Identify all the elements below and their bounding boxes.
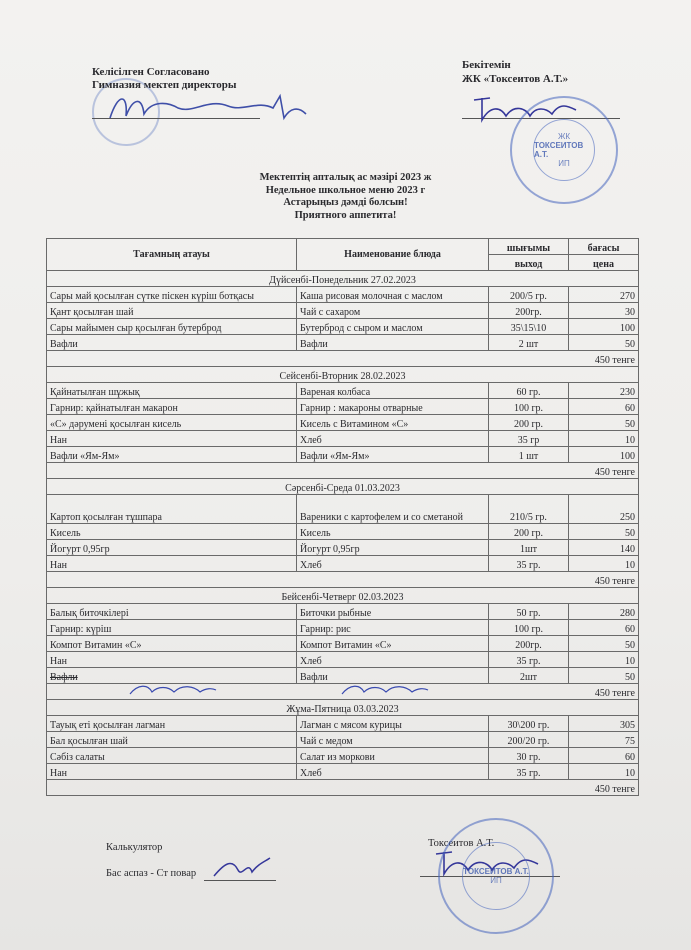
day-total-wednesday: 450 тенге bbox=[47, 572, 639, 588]
dish-kz: Бал қосылған шай bbox=[47, 732, 297, 748]
dish-price: 280 bbox=[569, 604, 639, 620]
dish-kz: Йогурт 0,95гр bbox=[47, 540, 297, 556]
dish-output: 2шт bbox=[489, 668, 569, 684]
menu-table bbox=[46, 238, 639, 796]
table-row bbox=[47, 620, 639, 636]
dish-price: 10 bbox=[569, 764, 639, 780]
calculator-label: Калькулятор bbox=[106, 842, 163, 853]
table-row bbox=[47, 495, 639, 524]
dish-price: 60 bbox=[569, 399, 639, 415]
chef-label: Бас аспаз - Ст повар bbox=[106, 868, 197, 879]
dish-kz: Компот Витамин «С» bbox=[47, 636, 297, 652]
stamp-top-name: ТОКСЕИТОВ А.Т. bbox=[534, 141, 584, 159]
day-total-tuesday: 450 тенге bbox=[47, 463, 639, 479]
dish-price: 50 bbox=[569, 524, 639, 540]
table-row bbox=[47, 636, 639, 652]
dish-ru: Чай с сахаром bbox=[297, 303, 489, 319]
dish-price: 250 bbox=[569, 495, 639, 524]
dish-output: 30\200 гр. bbox=[489, 716, 569, 732]
dish-ru: Вареная колбаса bbox=[297, 383, 489, 399]
dish-output: 50 гр. bbox=[489, 604, 569, 620]
dish-kz: Сары май қосылған сүтке піскен күріш ботқасы bbox=[47, 287, 297, 303]
dish-kz: Нан bbox=[47, 431, 297, 447]
dish-ru: Вафли bbox=[297, 668, 489, 684]
dish-ru: Салат из моркови bbox=[297, 748, 489, 764]
day-header-friday: Жұма-Пятница 03.03.2023 bbox=[47, 700, 639, 716]
dish-output: 200 гр. bbox=[489, 415, 569, 431]
dish-ru: Чай с медом bbox=[297, 732, 489, 748]
dish-price: 50 bbox=[569, 335, 639, 351]
dish-kz: Қант қосылған шай bbox=[47, 303, 297, 319]
menu-title bbox=[0, 172, 691, 222]
dish-output: 60 гр. bbox=[489, 383, 569, 399]
dish-output: 35 гр. bbox=[489, 556, 569, 572]
col-header-out-kz: шығымы bbox=[489, 239, 569, 255]
dish-ru: Хлеб bbox=[297, 652, 489, 668]
dish-kz: Кисель bbox=[47, 524, 297, 540]
day-total-monday: 450 тенге bbox=[47, 351, 639, 367]
dish-price: 270 bbox=[569, 287, 639, 303]
dish-ru: Бутерброд с сыром и маслом bbox=[297, 319, 489, 335]
dish-ru: Каша рисовая молочная с маслом bbox=[297, 287, 489, 303]
dish-ru: Хлеб bbox=[297, 431, 489, 447]
dish-kz: Картоп қосылған тұшпара bbox=[47, 495, 297, 524]
table-row bbox=[47, 287, 639, 303]
dish-output: 200гр. bbox=[489, 636, 569, 652]
dish-kz: Вафли bbox=[47, 668, 297, 684]
dish-output: 35 гр. bbox=[489, 764, 569, 780]
day-header-wednesday: Сәрсенбі-Среда 01.03.2023 bbox=[47, 479, 639, 495]
col-header-price-kz: бағасы bbox=[569, 239, 639, 255]
stamp-bottom-sub: ИП bbox=[490, 876, 502, 885]
dish-ru: Вареники с картофелем и со сметаной bbox=[297, 495, 489, 524]
title-line1: Мектептің апталық ас мәзірі 2023 ж bbox=[259, 172, 432, 183]
dish-price: 60 bbox=[569, 620, 639, 636]
dish-kz: Гарнир: қайнатылған макарон bbox=[47, 399, 297, 415]
dish-price: 50 bbox=[569, 415, 639, 431]
dish-ru: Компот Витамин «С» bbox=[297, 636, 489, 652]
dish-kz: Вафли «Ям-Ям» bbox=[47, 447, 297, 463]
approval-right-line1: Бекітемін bbox=[462, 59, 511, 71]
dish-price: 50 bbox=[569, 636, 639, 652]
dish-ru: Вафли «Ям-Ям» bbox=[297, 447, 489, 463]
approval-left-line1: Келісілген Согласовано bbox=[92, 66, 210, 78]
stamp-top-sub2: ЖК bbox=[557, 132, 571, 141]
col-header-ru: Наименование блюда bbox=[297, 239, 489, 271]
dish-ru: Кисель bbox=[297, 524, 489, 540]
day-header-monday: Дүйсенбі-Понедельник 27.02.2023 bbox=[47, 271, 639, 287]
dish-ru: Хлеб bbox=[297, 556, 489, 572]
table-row bbox=[47, 540, 639, 556]
dish-output: 2 шт bbox=[489, 335, 569, 351]
dish-ru: Кисель с Витамином «С» bbox=[297, 415, 489, 431]
table-row bbox=[47, 399, 639, 415]
col-header-kz: Тағамның атауы bbox=[47, 239, 297, 271]
day-total-thursday: 450 тенге bbox=[47, 684, 639, 700]
dish-output: 1шт bbox=[489, 540, 569, 556]
dish-ru: Гарнир : макароны отварные bbox=[297, 399, 489, 415]
table-row bbox=[47, 319, 639, 335]
title-line3: Астарыңыз дәмді болсын! bbox=[283, 197, 408, 208]
dish-price: 10 bbox=[569, 652, 639, 668]
dish-output: 100 гр. bbox=[489, 620, 569, 636]
dish-output: 200/20 гр. bbox=[489, 732, 569, 748]
day-header-thursday: Бейсенбі-Четверг 02.03.2023 bbox=[47, 588, 639, 604]
entrepreneur-stamp-bottom bbox=[438, 818, 554, 934]
dish-kz: «С» дәрумені қосылған кисель bbox=[47, 415, 297, 431]
dish-output: 210/5 гр. bbox=[489, 495, 569, 524]
director-signature-icon bbox=[108, 88, 308, 128]
table-row bbox=[47, 652, 639, 668]
approval-right-line2: ЖК «Токсеитов А.Т.» bbox=[462, 73, 569, 85]
dish-price: 10 bbox=[569, 431, 639, 447]
approval-left-line2: Гимназия мектеп директоры bbox=[92, 79, 237, 91]
day-total-friday: 450 тенге bbox=[47, 780, 639, 796]
table-row bbox=[47, 335, 639, 351]
table-row bbox=[47, 556, 639, 572]
dish-price: 140 bbox=[569, 540, 639, 556]
dish-ru: Хлеб bbox=[297, 764, 489, 780]
table-row bbox=[47, 415, 639, 431]
table-row bbox=[47, 447, 639, 463]
stamp-top-sub: ИП bbox=[558, 159, 570, 168]
dish-kz: Вафли bbox=[47, 335, 297, 351]
dish-ru: Биточки рыбные bbox=[297, 604, 489, 620]
stamp-bottom-name: ТОКСЕИТОВ А.Т. bbox=[463, 867, 529, 876]
handwritten-initials-icon bbox=[128, 682, 218, 698]
dish-ru: Гарнир: рис bbox=[297, 620, 489, 636]
title-line2: Недельное школьное меню 2023 г bbox=[265, 184, 426, 196]
title-line4: Приятного аппетита! bbox=[294, 209, 397, 221]
dish-price: 100 bbox=[569, 447, 639, 463]
dish-output: 200/5 гр. bbox=[489, 287, 569, 303]
signer-name: Токсеитов А.Т. bbox=[428, 838, 495, 849]
dish-ru: Лагман с мясом курицы bbox=[297, 716, 489, 732]
dish-output: 200 гр. bbox=[489, 524, 569, 540]
dish-output: 200гр. bbox=[489, 303, 569, 319]
dish-kz: Қайнатылған шұжық bbox=[47, 383, 297, 399]
dish-kz: Нан bbox=[47, 556, 297, 572]
table-row bbox=[47, 748, 639, 764]
dish-kz: Гарнир: күріш bbox=[47, 620, 297, 636]
dish-output: 35\15\10 bbox=[489, 319, 569, 335]
dish-output: 35 гр bbox=[489, 431, 569, 447]
dish-price: 30 bbox=[569, 303, 639, 319]
dish-kz: Нан bbox=[47, 652, 297, 668]
dish-output: 1 шт bbox=[489, 447, 569, 463]
chef-signature-icon bbox=[212, 854, 272, 882]
dish-kz: Сары майымен сыр қосылған бутерброд bbox=[47, 319, 297, 335]
dish-output: 100 гр. bbox=[489, 399, 569, 415]
dish-price: 60 bbox=[569, 748, 639, 764]
dish-price: 305 bbox=[569, 716, 639, 732]
dish-kz: Тауық еті қосылған лагман bbox=[47, 716, 297, 732]
table-row bbox=[47, 764, 639, 780]
col-header-price-ru: цена bbox=[569, 255, 639, 271]
day-header-tuesday: Сейсенбі-Вторник 28.02.2023 bbox=[47, 367, 639, 383]
dish-price: 100 bbox=[569, 319, 639, 335]
dish-output: 35 гр. bbox=[489, 652, 569, 668]
dish-kz: Сәбіз салаты bbox=[47, 748, 297, 764]
table-row bbox=[47, 716, 639, 732]
dish-price: 50 bbox=[569, 668, 639, 684]
dish-price: 230 bbox=[569, 383, 639, 399]
handwritten-initials-icon-2 bbox=[340, 682, 430, 698]
dish-price: 10 bbox=[569, 556, 639, 572]
dish-kz: Балық биточкілері bbox=[47, 604, 297, 620]
table-row bbox=[47, 604, 639, 620]
col-header-out-ru: выход bbox=[489, 255, 569, 271]
dish-ru: Йогурт 0,95гр bbox=[297, 540, 489, 556]
dish-output: 30 гр. bbox=[489, 748, 569, 764]
dish-kz: Нан bbox=[47, 764, 297, 780]
table-row bbox=[47, 431, 639, 447]
table-row bbox=[47, 383, 639, 399]
table-row bbox=[47, 732, 639, 748]
dish-ru: Вафли bbox=[297, 335, 489, 351]
table-row bbox=[47, 303, 639, 319]
table-row bbox=[47, 524, 639, 540]
approval-right-block bbox=[462, 58, 568, 86]
dish-price: 75 bbox=[569, 732, 639, 748]
